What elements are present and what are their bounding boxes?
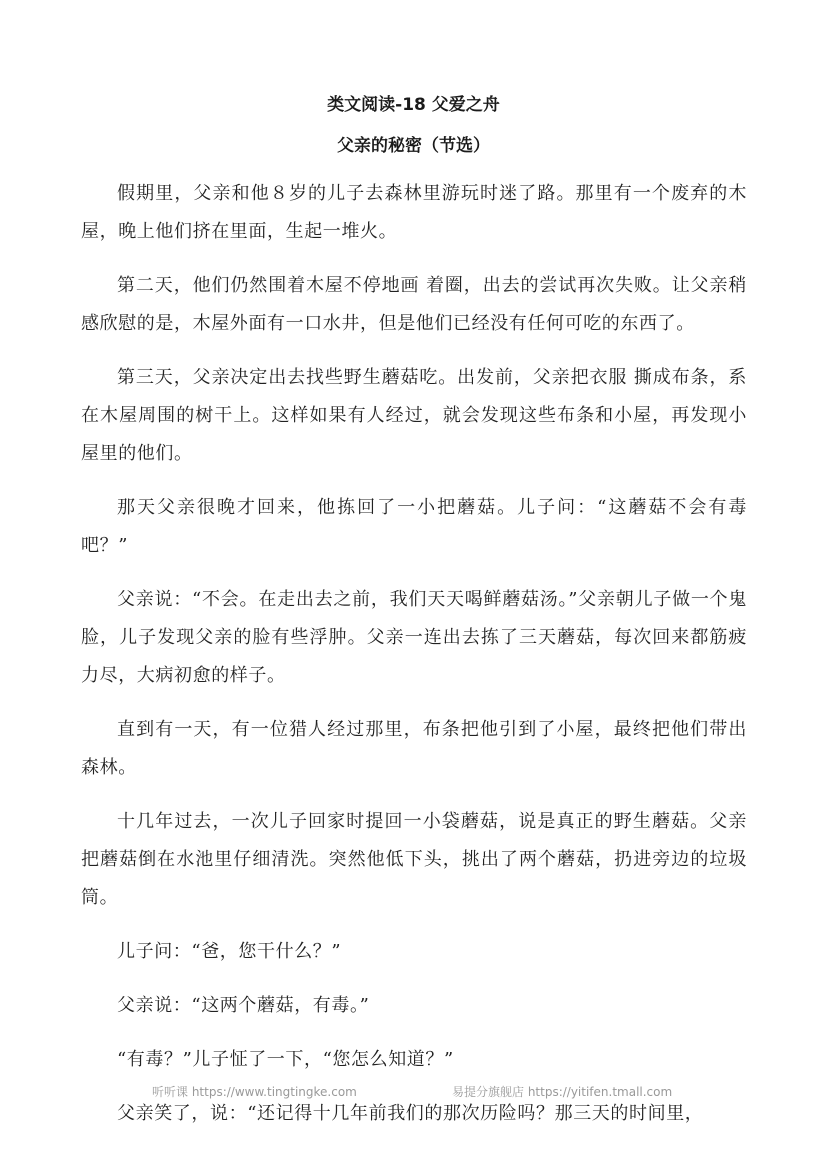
paragraph: 父亲说：“这两个蘑菇，有毒。” (117, 995, 370, 1016)
paragraph: 父亲笑了，说：“还记得十几年前我们的那次历险吗？那三天的时间里， (117, 1103, 704, 1124)
article-body (81, 175, 747, 1149)
document-subtitle: 父亲的秘密（节选） (337, 136, 490, 156)
paragraph: “有毒？”儿子怔了一下，“您怎么知道？” (117, 1049, 454, 1070)
page-footer (0, 1083, 827, 1103)
document-title: 类文阅读-18 父爱之舟 (327, 95, 500, 115)
paragraph: 第三天，父亲决定出去找些野生蘑菇吃。出发前，父亲把衣服 撕成布条，系在木屋周围的树干上。这样如果有人经过，就会发现这些布条和小屋，再发现小屋里的他们。 (81, 367, 747, 464)
footer-link-tingtingke[interactable]: 听听课 https://www.tingtingke.com (152, 1085, 357, 1099)
paragraph: 那天父亲很晚才回来，他拣回了一小把蘑菇。儿子问：“这蘑菇不会有毒吧？” (81, 497, 747, 556)
paragraph: 直到有一天，有一位猎人经过那里，布条把他引到了小屋，最终把他们带出森林。 (81, 719, 747, 778)
paragraph: 第二天，他们仍然围着木屋不停地画 着圈，出去的尝试再次失败。让父亲稍感欣慰的是，木屋外面有一口水井，但是他们已经没有任何可吃的东西了。 (81, 275, 747, 334)
paragraph: 儿子问：“爸，您干什么？” (117, 941, 342, 962)
paragraph: 假期里，父亲和他８岁的儿子去森林里游玩时迷了路。那里有一个废弃的木屋，晚上他们挤在里面，生起一堆火。 (81, 183, 747, 242)
paragraph: 十几年过去，一次儿子回家时提回一小袋蘑菇，说是真正的野生蘑菇。父亲把蘑菇倒在水池里仔细清洗。突然他低下头，挑出了两个蘑菇，扔进旁边的垃圾筒。 (81, 811, 747, 908)
footer-link-yitifen[interactable]: 易提分旗舰店 https://yitifen.tmall.com (452, 1085, 673, 1099)
paragraph: 父亲说：“不会。在走出去之前，我们天天喝鲜蘑菇汤。”父亲朝儿子做一个鬼脸，儿子发现父亲的脸有些浮肿。父亲一连出去拣了三天蘑菇，每次回来都筋疲力尽，大病初愈的样子。 (81, 589, 747, 686)
